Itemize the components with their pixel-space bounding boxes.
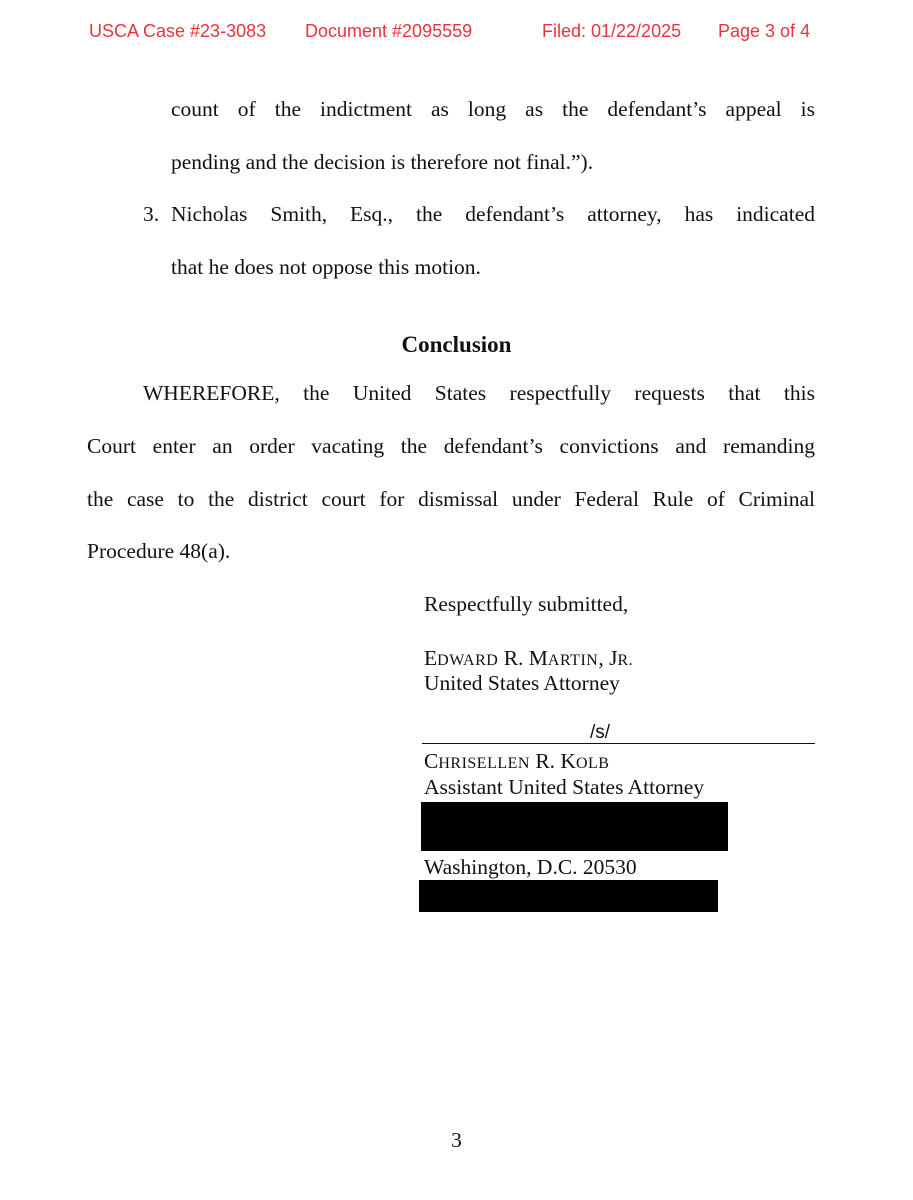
document-number: Document #2095559	[305, 21, 473, 41]
page-indicator: Page 3 of 4	[718, 21, 811, 41]
continued-line-2: pending and the decision is therefore not final.”).	[171, 150, 594, 174]
document-header	[0, 18, 913, 44]
closing: Respectfully submitted,	[424, 592, 629, 616]
attorney-title: United States Attorney	[424, 671, 620, 695]
page-number: 3	[451, 1128, 462, 1152]
continued-line-1: count of the indictment as long as the defendant’s appeal is	[171, 97, 815, 121]
item-number-3: 3.	[143, 202, 160, 226]
attorney-name: EDWARD R. MARTIN, JR.	[424, 646, 634, 670]
filed-date: Filed: 01/22/2025	[542, 21, 682, 41]
signer-title: Assistant United States Attorney	[424, 775, 705, 799]
conclusion-line-2: Court enter an order vacating the defendant’s convictions and remanding	[87, 434, 815, 458]
electronic-signature: /s/	[590, 722, 611, 743]
redaction-block-2	[419, 880, 718, 912]
conclusion-line-1: WHEREFORE, the United States respectfully requests that this	[143, 381, 815, 405]
conclusion-line-3: the case to the district court for dismissal under Federal Rule of Criminal	[87, 487, 815, 511]
redaction-block-1	[421, 802, 728, 851]
item-3-line-2: that he does not oppose this motion.	[171, 255, 481, 279]
case-number: USCA Case #23-3083	[89, 21, 267, 41]
conclusion-line-4: Procedure 48(a).	[87, 539, 231, 563]
item-3-line-1: Nicholas Smith, Esq., the defendant’s attorney, has indicated	[171, 202, 815, 226]
conclusion-heading: Conclusion	[401, 332, 512, 357]
signature-line	[422, 743, 815, 744]
city-address: Washington, D.C. 20530	[424, 855, 637, 879]
signer-name: CHRISELLEN R. KOLB	[424, 749, 610, 773]
